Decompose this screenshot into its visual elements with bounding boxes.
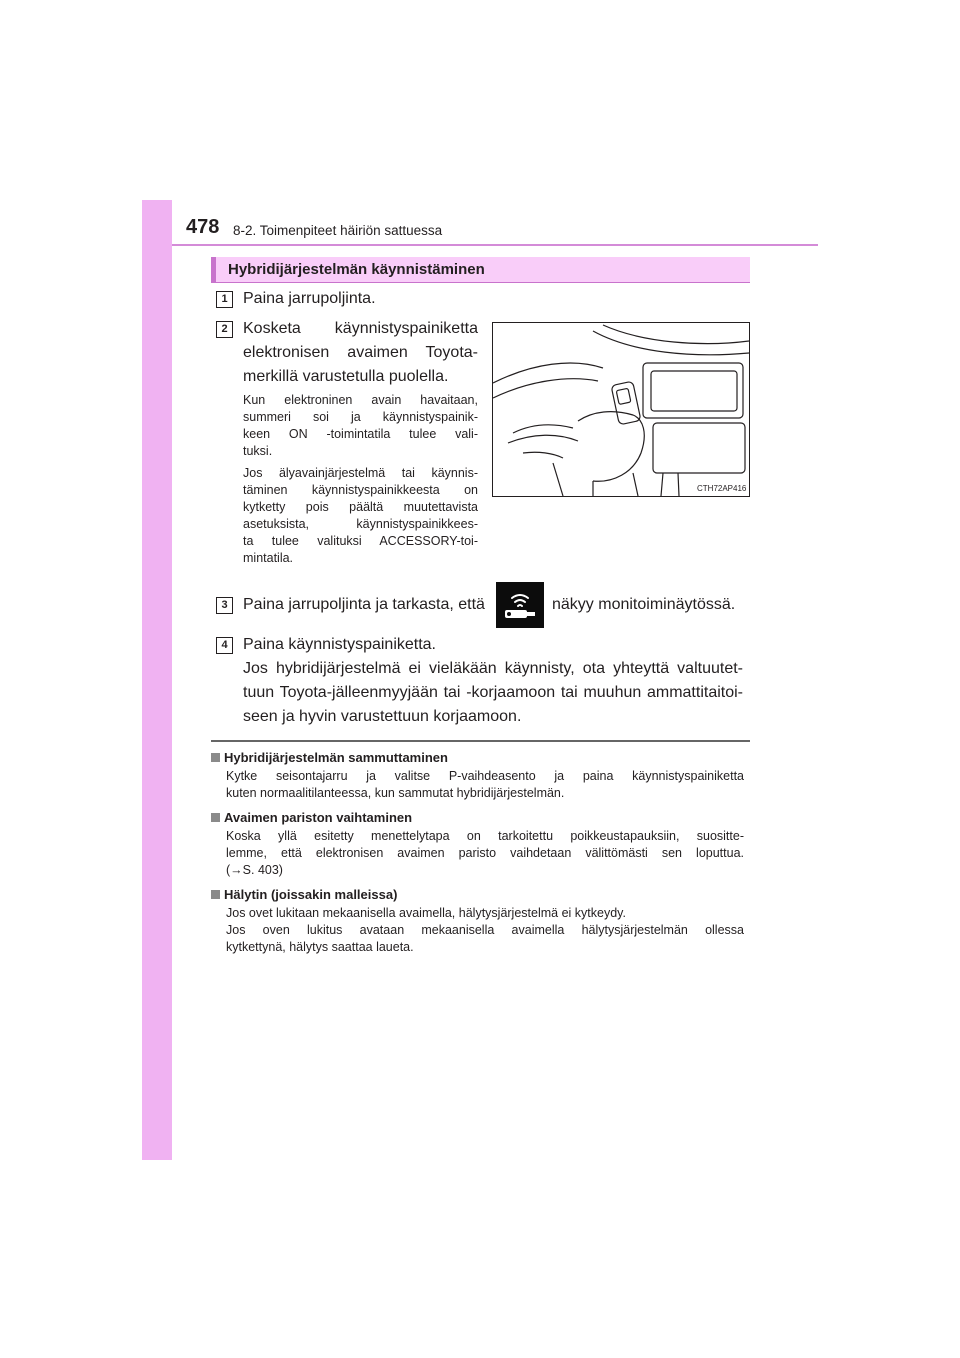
bullet-square-icon: [211, 813, 220, 822]
bullet-square-icon: [211, 753, 220, 762]
step-3-text-after: näkyy monitoiminäytössä.: [552, 596, 736, 613]
step-3-text-before: Paina jarrupoljinta ja tarkasta, että: [243, 596, 485, 613]
note-text-alarm: Jos ovet lukitaan mekaanisella avaimella, hälytysjärjestelmä ei kytkeydy. Jos oven lukitus avataan mekaanisella avaimella hälytysjärjestelmän ollessa kytkettynä, hälytys saattaa laueta.: [226, 906, 744, 954]
step-2-text-line-2: elektronisen avaimen Toyota-: [243, 344, 478, 361]
notes-divider: [211, 740, 750, 742]
bullet-square-icon: [211, 890, 220, 899]
step-4-number: 4: [216, 637, 233, 654]
note-title-alarm: Hälytin (joissakin malleissa): [211, 887, 397, 902]
step-2-number: 2: [216, 321, 233, 338]
chapter-title: 8-2. Toimenpiteet häiriön sattuessa: [233, 223, 443, 238]
step-2-note-1: Kun elektroninen avain havaitaan, summeri soi ja käynnistyspainik- keen ON -toimintatila tulee vali- tuksi.: [243, 393, 478, 458]
step-2-text-line-1: Kosketa käynnistyspainiketta: [243, 320, 478, 337]
step-2-note-2: Jos älyavainjärjestelmä tai käynnis- täminen käynnistyspainikkeesta on kytketty pois päältä muutettavista asetuksista, käynnistyspainikkees- ta tulee valituksi ACCESSORY-toi- mintatila.: [243, 466, 478, 565]
note-title-battery: Avaimen pariston vaihtaminen: [211, 810, 412, 825]
hand-holding-key-fob-illustration: [492, 322, 750, 497]
step-4-text: Paina käynnistyspainiketta.: [243, 636, 436, 653]
closing-paragraph: Jos hybridijärjestelmä ei vieläkään käynnisty, ota yhteyttä valtuutet- tuun Toyota-jälleenmyyjään tai -korjaamoon tai muuhun ammattitaitoi- seen ja hyvin varustettuun korjaamoon.: [243, 660, 743, 725]
note-text-battery: Koska yllä esitetty menettelytapa on tarkoitettu poikkeustapauksiin, suositte- lemme, että elektronisen avaimen paristo vaihdetaan välittömästi sen loputtua. (→S. 403): [226, 829, 744, 877]
section-title: Hybridijärjestelmän käynnistäminen: [228, 261, 485, 278]
chapter-sidebar-tab: [142, 200, 172, 1160]
header-divider: [172, 244, 818, 246]
note-text-shutdown: Kytke seisontajarru ja valitse P-vaihdeasento ja paina käynnistyspainiketta kuten normaalitilanteessa, kun sammutat hybridijärjestelmän.: [226, 769, 744, 800]
key-battery-low-indicator-icon: [496, 582, 544, 628]
step-1-number: 1: [216, 291, 233, 308]
step-1-text: Paina jarrupoljinta.: [243, 290, 376, 307]
section-heading: [211, 257, 750, 283]
illustration-code: CTH72AP416: [697, 484, 747, 493]
step-3-number: 3: [216, 597, 233, 614]
note-title-shutdown: Hybridijärjestelmän sammuttaminen: [211, 750, 448, 765]
step-2-text-line-3: merkillä varustetulla puolella.: [243, 368, 449, 385]
page-number: 478: [186, 216, 220, 238]
